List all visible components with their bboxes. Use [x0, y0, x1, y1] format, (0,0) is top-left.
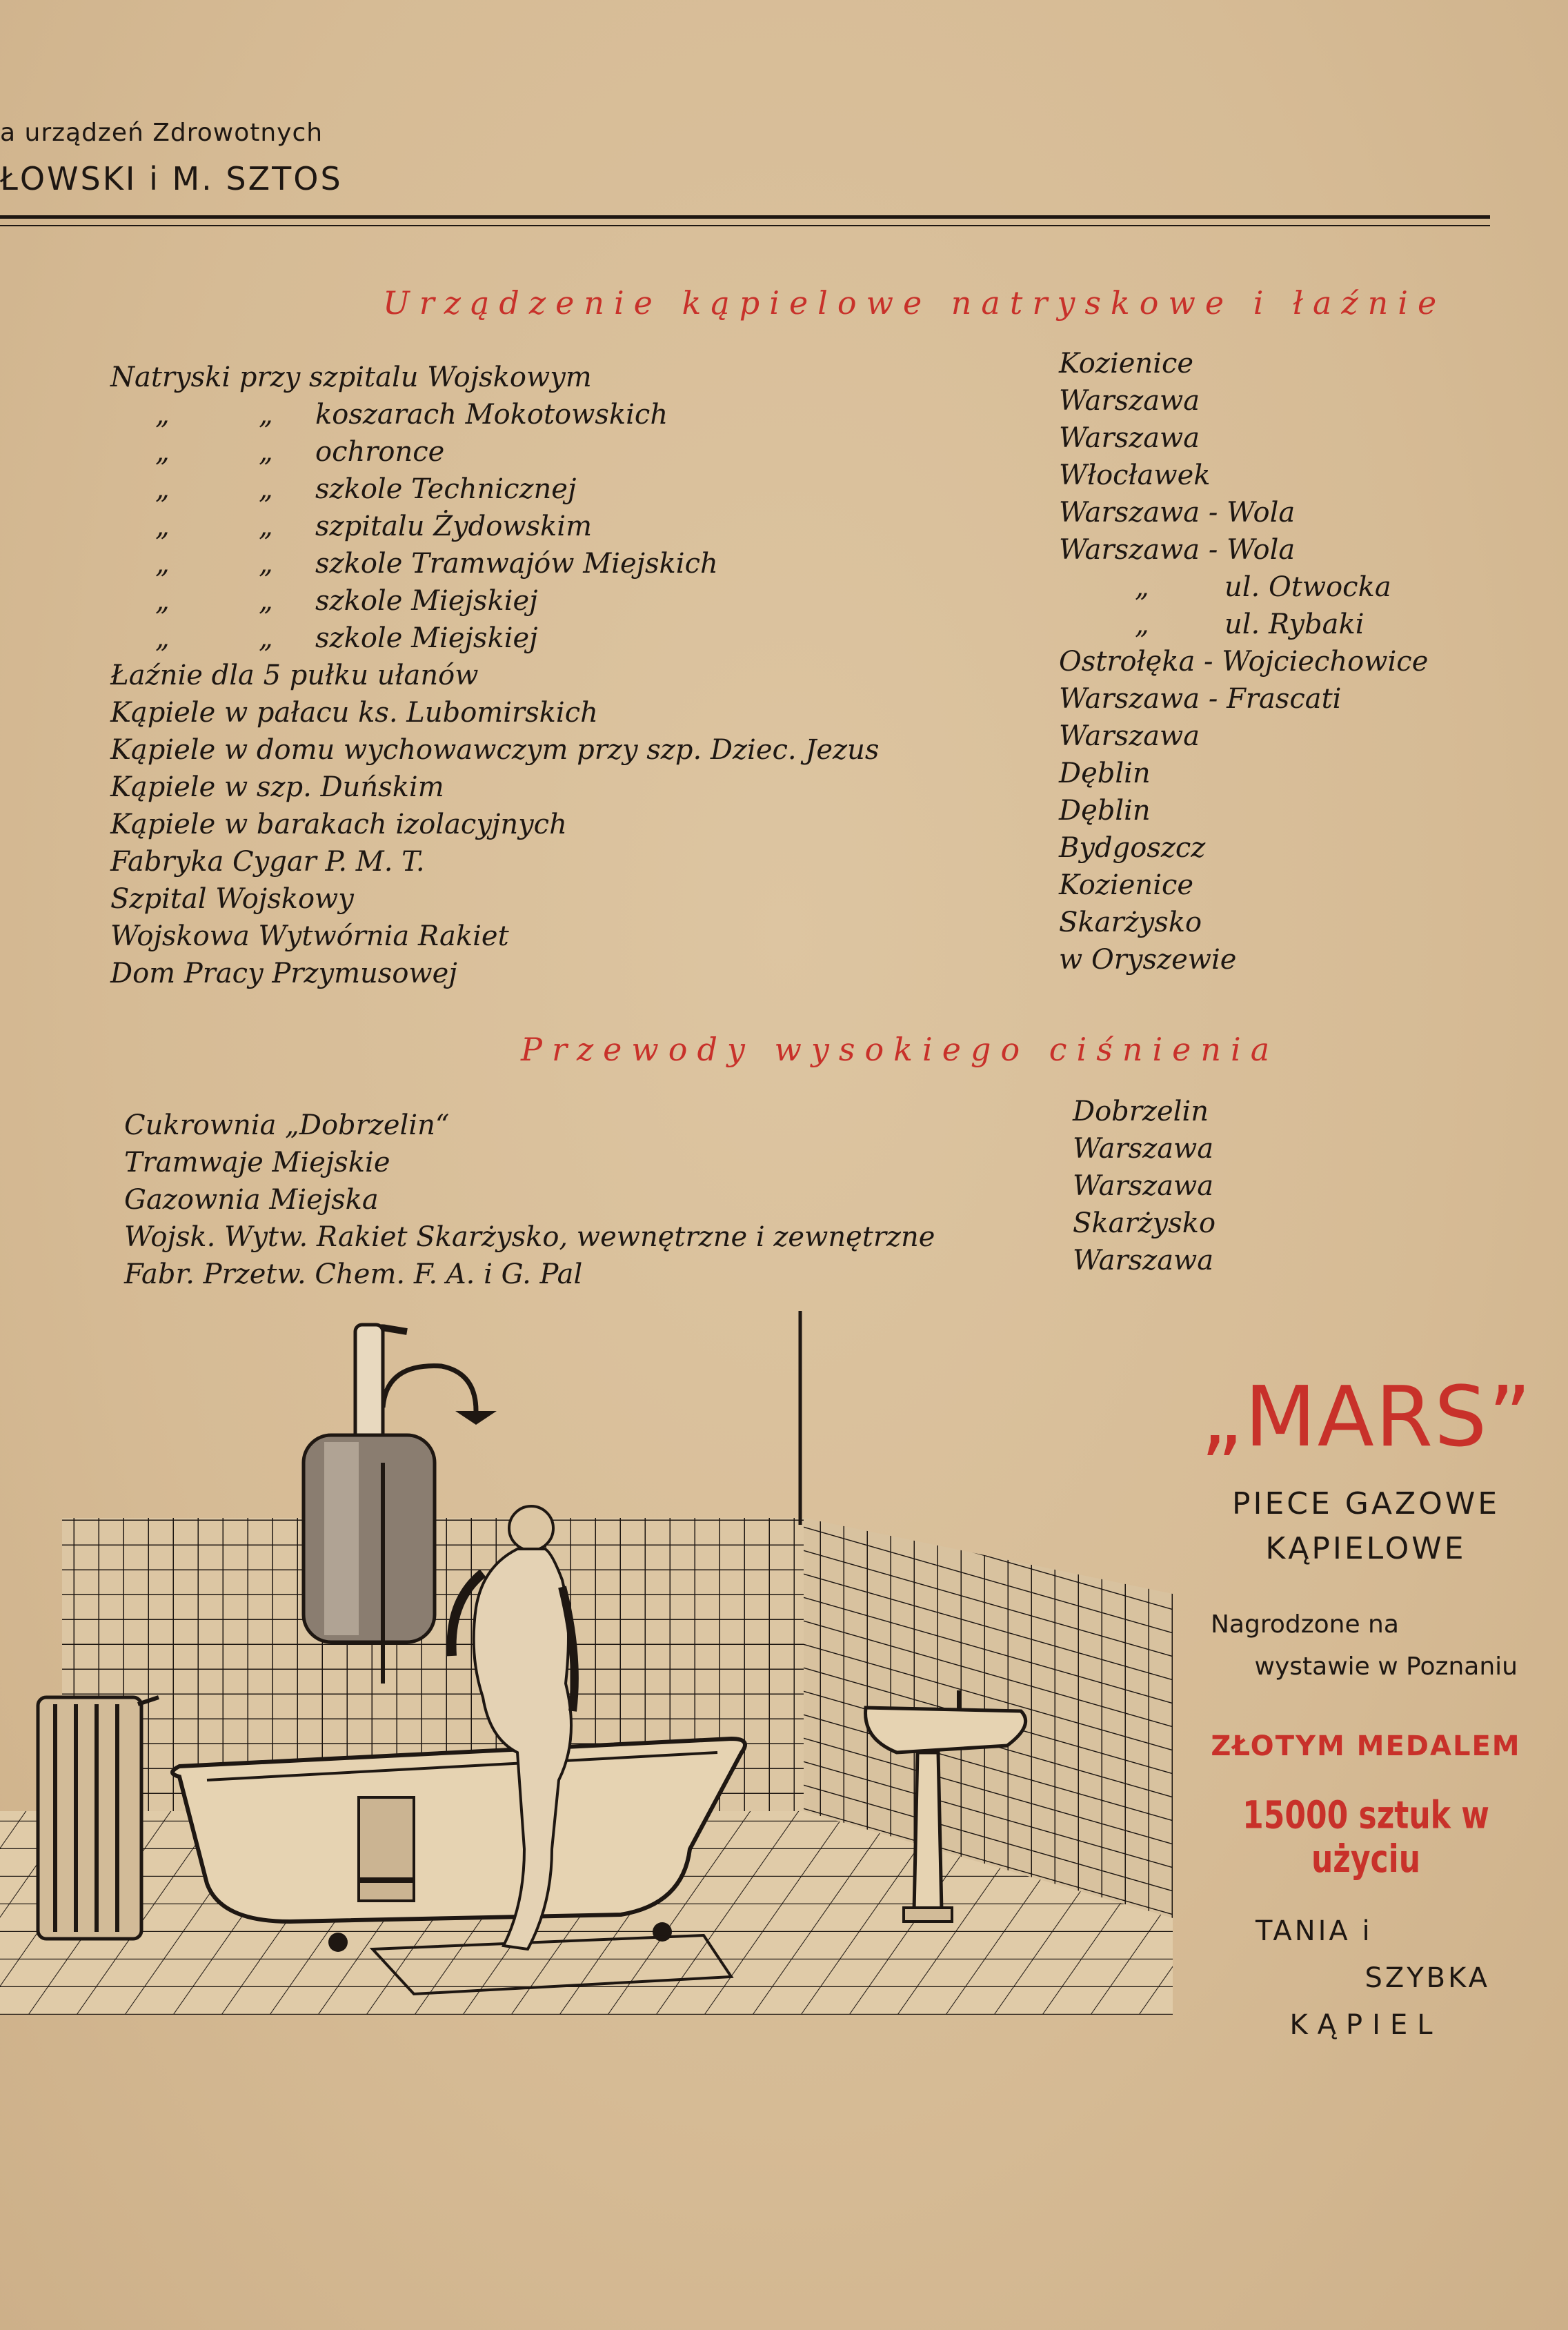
list-item: „ „ szkole Miejskiej [155, 622, 538, 654]
place-item: Włocławek [1059, 460, 1211, 491]
radiator [38, 1697, 159, 1939]
header-rule-thin [0, 225, 1490, 226]
place-item: Kozienice [1059, 348, 1194, 379]
list-item: Wojsk. Wytw. Rakiet Skarżysko, wewnętrzne i zewnętrzne [124, 1221, 935, 1253]
bathroom-illustration [0, 1297, 1187, 2015]
list-item: Kąpiele w domu wychowawczym przy szp. Dziec. Jezus [110, 734, 880, 766]
list-item: Gazownia Miejska [124, 1184, 379, 1216]
place-item: Skarżysko [1059, 907, 1202, 938]
place-item: Skarżysko [1073, 1207, 1216, 1239]
place-item: w Oryszewie [1059, 944, 1237, 976]
list-item: Natryski przy szpitalu Wojskowym [110, 362, 592, 393]
place-item: Dęblin [1059, 795, 1151, 827]
pipes-institution-list [124, 1107, 1042, 1293]
list-item: „ „ szkole Technicznej [155, 473, 577, 505]
towel [359, 1797, 414, 1901]
list-item: Cukrownia „Dobrzelin“ [124, 1109, 450, 1141]
place-item: Warszawa [1059, 422, 1200, 454]
place-item: Warszawa [1059, 720, 1200, 752]
header-line-2: ŁOWSKI i M. SZTOS [0, 160, 343, 197]
place-item: Dęblin [1059, 758, 1151, 789]
place-item: Warszawa [1073, 1170, 1214, 1202]
ad-award-2: wystawie w Poznaniu [1254, 1652, 1518, 1681]
place-item: Warszawa - Frascati [1059, 683, 1342, 715]
ad-line-1: PIECE GAZOWE [1231, 1486, 1500, 1521]
header-rule-thick [0, 215, 1490, 219]
place-item: Dobrzelin [1073, 1096, 1209, 1127]
list-item: Kąpiele w pałacu ks. Lubomirskich [110, 697, 598, 729]
section-title-baths: Urządzenie kąpielowe natryskowe i łaźnie [383, 284, 1447, 322]
ad-slogan-3: KĄPIEL [1289, 2009, 1442, 2041]
mars-advertisement [1200, 1370, 1531, 2041]
baths-place-list [1059, 345, 1445, 978]
ad-slogan-2: SZYBKA [1364, 1962, 1490, 1994]
list-item: „ „ ochronce [155, 436, 445, 468]
list-item: Kąpiele w barakach izolacyjnych [110, 809, 567, 840]
place-item: Warszawa [1059, 385, 1200, 417]
ad-count: 15000 sztuk w użyciu [1242, 1793, 1489, 1882]
place-item: Ostrołęka - Wojciechowice [1059, 646, 1429, 678]
list-item: „ „ szpitalu Żydowskim [155, 511, 592, 542]
ad-award-1: Nagrodzone na [1211, 1610, 1399, 1639]
header-line-1: a urządzeń Zdrowotnych [0, 119, 324, 147]
ad-line-2: KĄPIELOWE [1265, 1531, 1467, 1566]
list-item: Fabryka Cygar P. M. T. [110, 846, 425, 878]
list-item: „ „ szkole Tramwajów Miejskich [155, 548, 718, 580]
place-item: „ ul. Rybaki [1135, 609, 1364, 640]
place-item: Warszawa [1073, 1245, 1214, 1276]
section-title-pipes: Przewody wysokiego ciśnienia [521, 1031, 1280, 1068]
baths-institution-list [110, 359, 1028, 992]
place-item: Bydgoszcz [1059, 832, 1206, 864]
list-item: Tramwaje Miejskie [124, 1147, 390, 1178]
gas-water-heater [304, 1435, 435, 1642]
list-item: Fabr. Przetw. Chem. F. A. i G. Pal [124, 1258, 583, 1290]
list-item: Dom Pracy Przymusowej [110, 958, 457, 989]
list-item: Szpital Wojskowy [110, 883, 354, 915]
place-item: Warszawa - Wola [1059, 534, 1296, 566]
ad-medal: ZŁOTYM MEDALEM [1211, 1730, 1521, 1762]
list-item: „ „ szkole Miejskiej [155, 585, 538, 617]
brand-mars: „MARS” [1200, 1370, 1533, 1465]
list-item: Kąpiele w szp. Duńskim [110, 771, 444, 803]
place-item: Warszawa [1073, 1133, 1214, 1165]
place-item: Kozienice [1059, 869, 1194, 901]
list-item: „ „ koszarach Mokotowskich [155, 399, 668, 431]
list-item: Łaźnie dla 5 pułku ułanów [110, 660, 479, 691]
place-item: Warszawa - Wola [1059, 497, 1296, 529]
pipes-place-list [1073, 1093, 1418, 1279]
ad-slogan-1: TANIA i [1256, 1915, 1373, 1947]
place-item: „ ul. Otwocka [1135, 571, 1391, 603]
list-item: Wojskowa Wytwórnia Rakiet [110, 920, 509, 952]
